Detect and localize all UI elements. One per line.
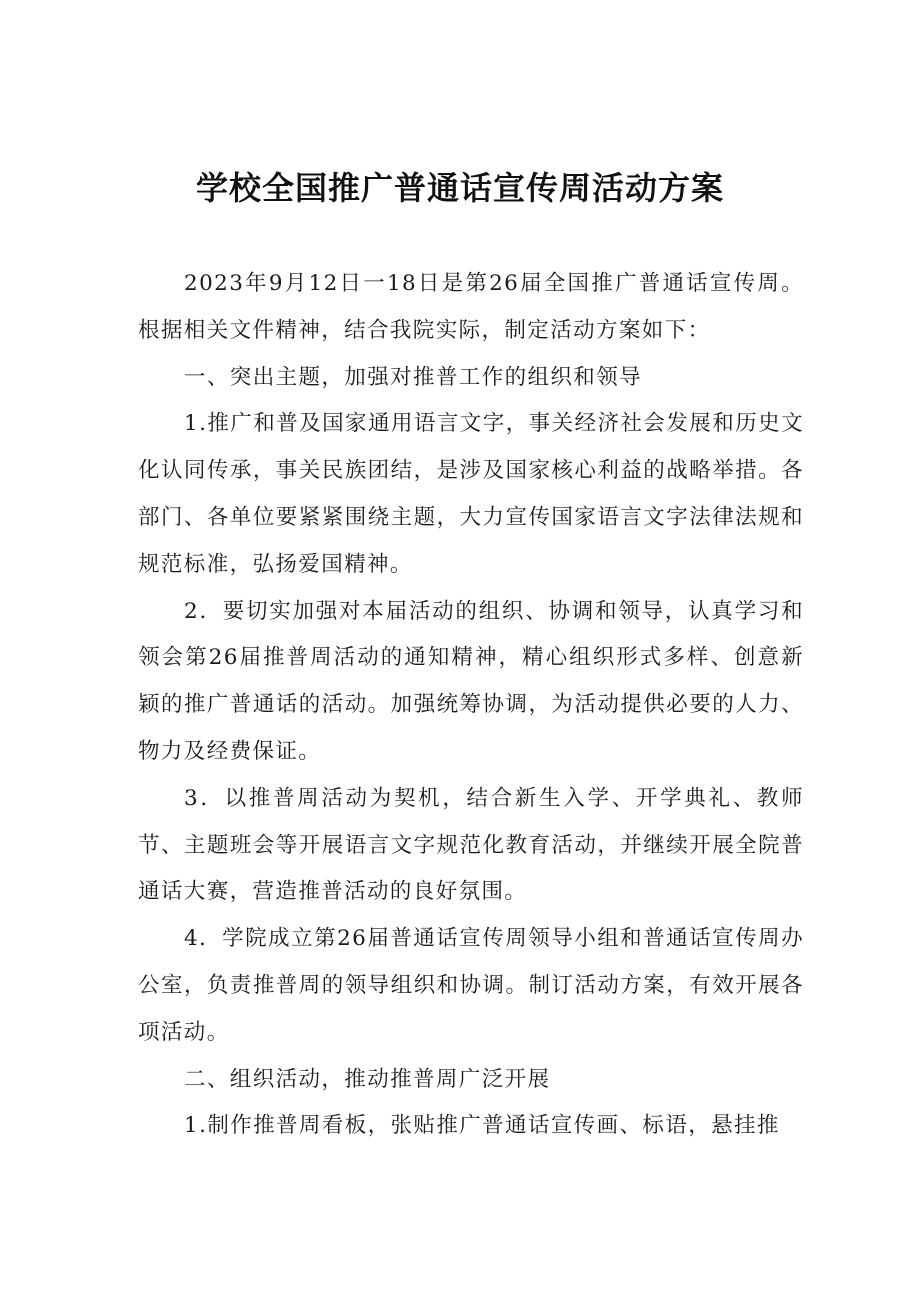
paragraph-1-1: 1.推广和普及国家通用语言文字，事关经济社会发展和历史文化认同传承，事关民族团结，是涉及国家核心利益的战略举措。各部门、各单位要紧紧围绕主题，大力宣传国家语言文字法律法规和规范标准，弘扬爱国精神。 — [138, 411, 804, 577]
paragraph-1-4: 4．学院成立第26届普通话宣传周领导小组和普通话宣传周办公室，负责推普周的领导组织和协调。制订活动方案，有效开展各项活动。 — [138, 926, 804, 1045]
section-heading-2: 二、组织活动，推动推普周广泛开展 — [184, 1066, 551, 1092]
paragraph-1-3: 3．以推普周活动为契机，结合新生入学、开学典礼、教师节、主题班会等开展语言文字规范化教育活动，并继续开展全院普通话大赛，营造推普活动的良好氛围。 — [138, 785, 804, 905]
paragraph-2-1: 1.制作推普周看板，张贴推广普通话宣传画、标语，悬挂推 — [184, 1113, 780, 1139]
document-body — [138, 261, 804, 1150]
section-heading-1: 一、突出主题，加强对推普工作的组织和领导 — [184, 364, 643, 390]
intro-paragraph: 2023年9月12日一18日是第26届全国推广普通话宣传周。根据相关文件精神，结合我院实际，制定活动方案如下： — [138, 271, 804, 343]
document-title: 学校全国推广普通话宣传周活动方案 — [195, 169, 724, 207]
paragraph-1-2: 2．要切实加强对本届活动的组织、协调和领导，认真学习和领会第26届推普周活动的通知精神，精心组织形式多样、创意新颖的推广普通话的活动。加强统筹协调，为活动提供必要的人力、物力及经费保证。 — [138, 598, 804, 764]
